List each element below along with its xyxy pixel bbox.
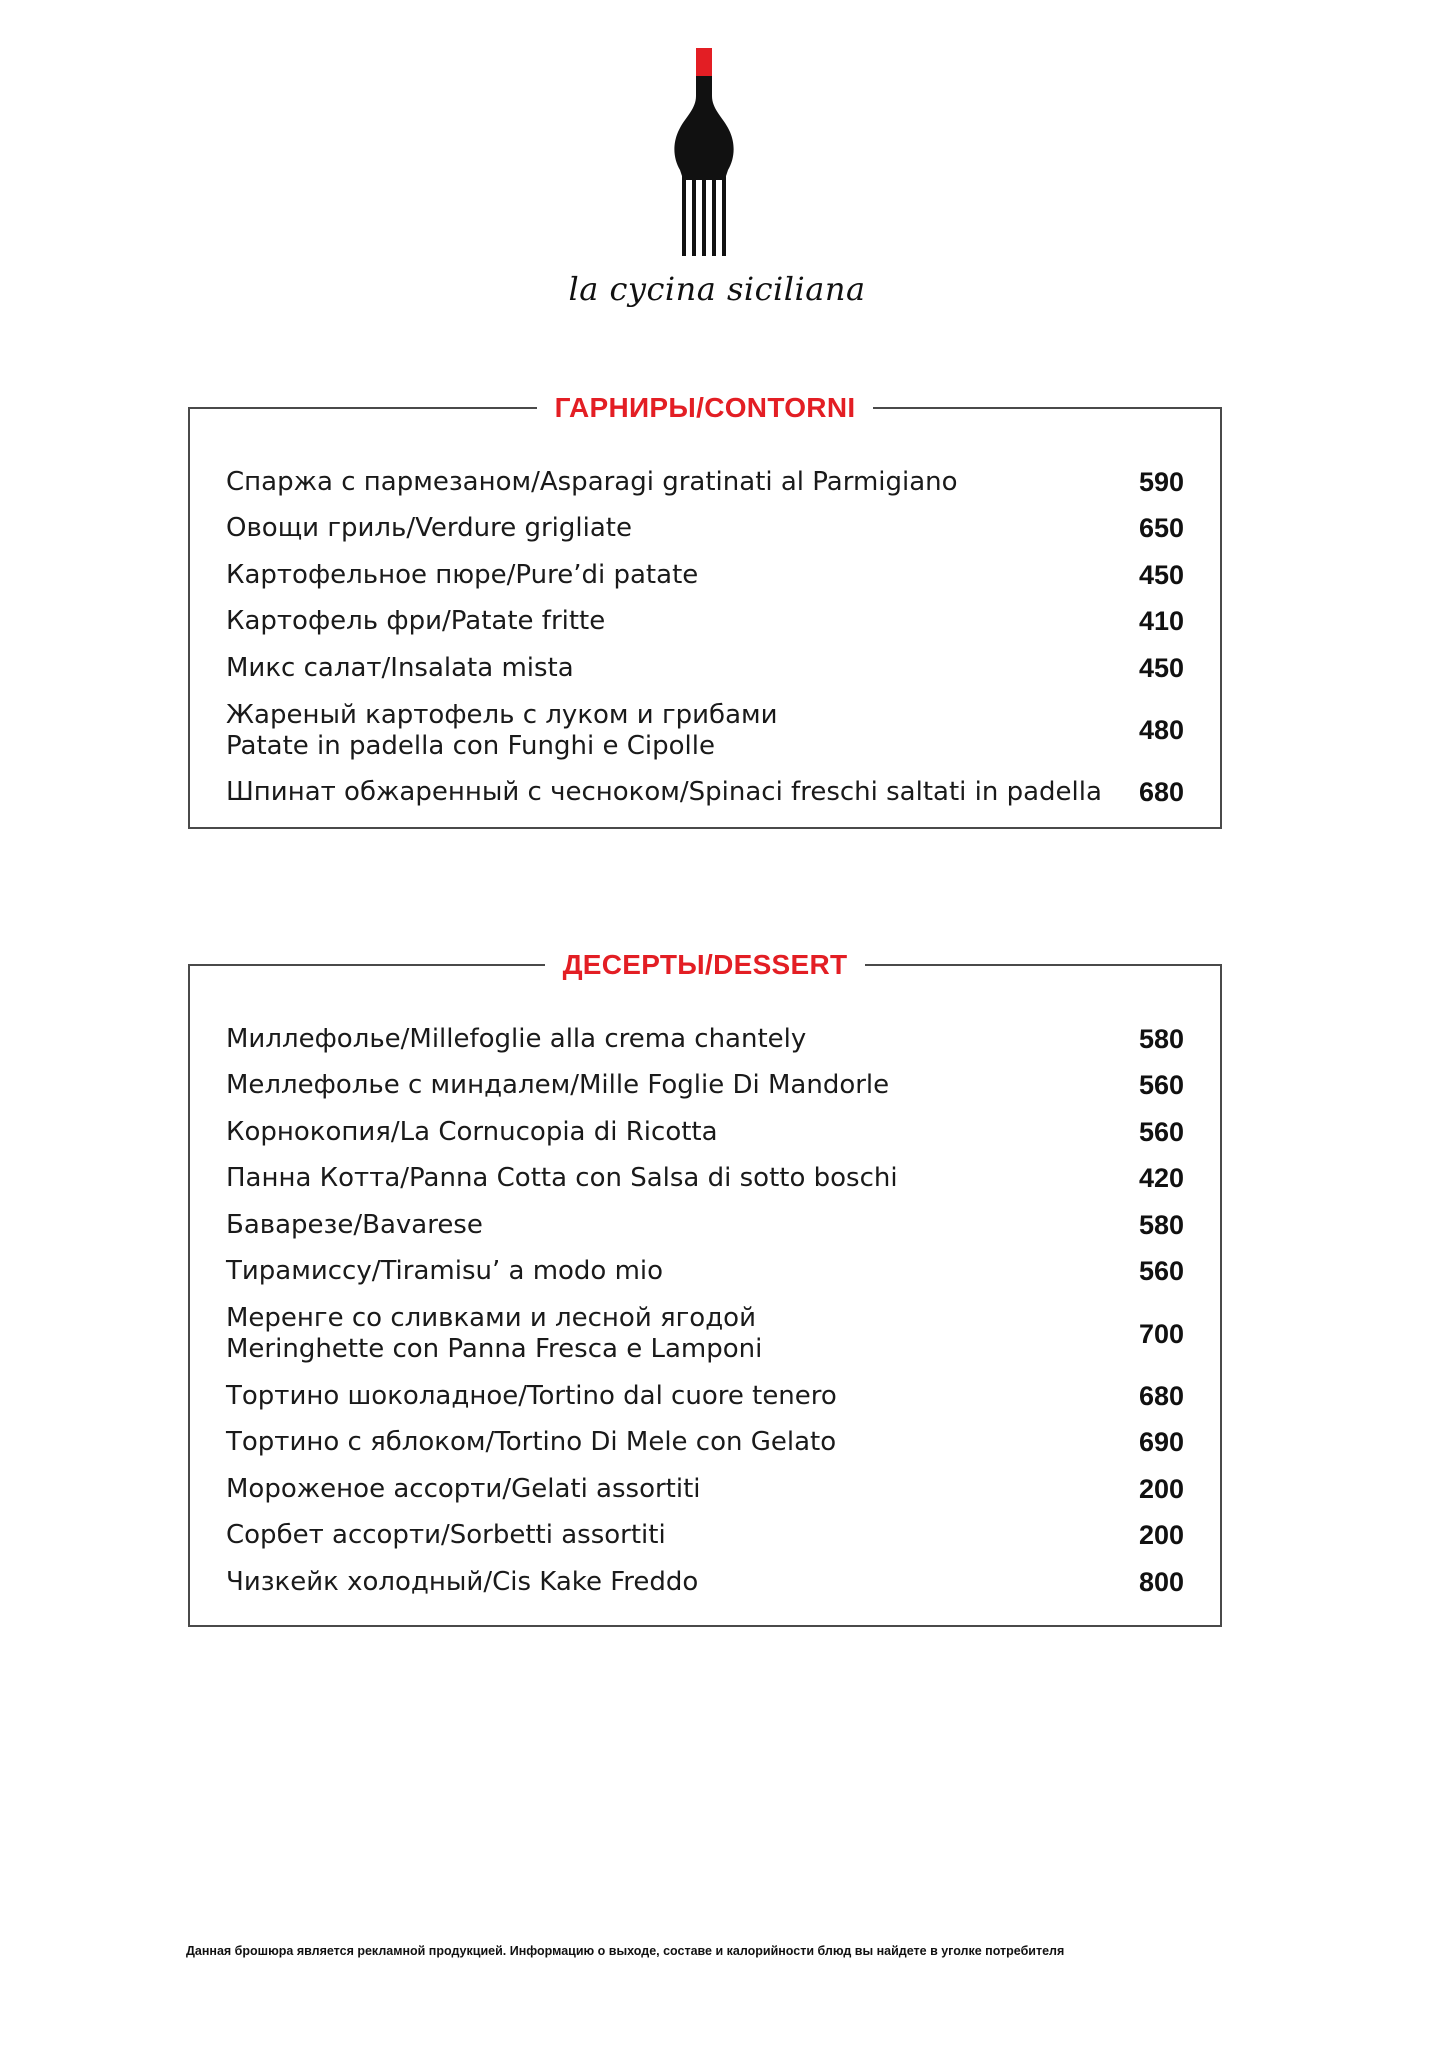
menu-item-price: 560 xyxy=(1138,1116,1184,1147)
menu-item-name-line: Тортино шоколадное/Tortino dal cuore tenero xyxy=(226,1380,837,1411)
menu-item xyxy=(226,1016,1184,1063)
logo-fork-shape xyxy=(674,76,733,256)
menu-item-name-line: Тортино с яблоком/Tortino Di Mele con Gelato xyxy=(226,1427,837,1458)
menu-item-name xyxy=(226,513,1124,544)
menu-item xyxy=(226,1063,1184,1110)
menu-item-price: 580 xyxy=(1138,1209,1184,1240)
menu-item-price: 800 xyxy=(1138,1566,1184,1597)
menu-item-name-line: Миллефолье/Millefoglie alla crema chantely xyxy=(226,1023,807,1054)
menu-item-price: 480 xyxy=(1138,715,1184,745)
menu-item-name xyxy=(226,1427,1124,1458)
menu-item-name-line: Спаржа с пармезаном/Asparagi gratinati al Parmigiano xyxy=(226,466,958,497)
menu-item-name xyxy=(226,1567,1124,1598)
menu-item-price: 410 xyxy=(1138,606,1184,637)
menu-item-price: 690 xyxy=(1138,1427,1184,1458)
menu-section-dessert xyxy=(188,949,1222,1627)
menu-item-name-line: Patate in padella con Funghi e Cipolle xyxy=(226,730,715,761)
menu-item-price: 650 xyxy=(1138,513,1184,544)
menu-item-name xyxy=(226,606,1124,637)
menu-item-price: 450 xyxy=(1138,559,1184,590)
menu-item xyxy=(226,459,1184,506)
menu-item xyxy=(226,692,1184,770)
menu-item-name xyxy=(226,1210,1124,1241)
menu-item-price: 680 xyxy=(1138,1380,1184,1411)
menu-item xyxy=(226,1559,1184,1606)
menu-item xyxy=(226,1202,1184,1249)
menu-item-name-line: Тирамиссу/Tiramisu’ a modo mio xyxy=(226,1256,664,1287)
menu-item-name-line: Чизкейк холодный/Cis Kake Freddo xyxy=(226,1566,699,1597)
menu-item-name-line: Панна Котта/Panna Cotta con Salsa di sotto boschi xyxy=(226,1163,898,1194)
menu-item xyxy=(226,552,1184,599)
menu-item-name xyxy=(226,777,1124,808)
menu-item xyxy=(226,506,1184,553)
menu-item-price: 420 xyxy=(1138,1163,1184,1194)
menu-item-name-line: Овощи гриль/Verdure grigliate xyxy=(226,513,632,544)
menu-item-name-line: Меренге со сливками и лесной ягодой xyxy=(226,1303,756,1333)
section-title: ДЕСЕРТЫ/DESSERT xyxy=(545,946,866,984)
menu-item-price: 590 xyxy=(1138,466,1184,497)
menu-item-name-line: Meringhette con Panna Fresca e Lamponi xyxy=(226,1334,763,1364)
menu-item-name xyxy=(226,1256,1124,1287)
menu-item-price: 200 xyxy=(1138,1520,1184,1551)
menu-item-list xyxy=(226,1016,1184,1606)
menu-item-name xyxy=(226,1381,1124,1412)
menu-item-name xyxy=(226,467,1124,498)
menu-item-name-line: Картофель фри/Patate fritte xyxy=(226,606,606,637)
menu-item xyxy=(226,599,1184,646)
menu-item xyxy=(226,1420,1184,1467)
restaurant-logo xyxy=(0,48,1434,328)
menu-item xyxy=(226,1373,1184,1420)
menu-item xyxy=(226,1295,1184,1373)
menu-item-name-line: Картофельное пюре/Pure’di patate xyxy=(226,559,699,590)
menu-item xyxy=(226,1156,1184,1203)
menu-item xyxy=(226,645,1184,692)
menu-item-price: 560 xyxy=(1138,1256,1184,1287)
menu-item-name xyxy=(226,1024,1124,1055)
menu-item-name xyxy=(226,560,1124,591)
menu-item-name xyxy=(226,1474,1124,1505)
menu-item-name xyxy=(226,700,1124,762)
menu-item-name-line: Меллефолье с миндалем/Mille Foglie Di Mandorle xyxy=(226,1070,890,1101)
menu-item-name xyxy=(226,1117,1124,1148)
menu-item xyxy=(226,1466,1184,1513)
menu-item-name-line: Микс салат/Insalata mista xyxy=(226,652,574,683)
menu-item-name xyxy=(226,1520,1124,1551)
menu-section-contorni xyxy=(188,392,1222,829)
footer-disclaimer: Данная брошюра является рекламной продукцией. Информацию о выходе, составе и калорийности блюд вы найдете в уголке потребителя xyxy=(186,1944,1065,1958)
menu-item-name xyxy=(226,653,1124,684)
menu-item-name xyxy=(226,1163,1124,1194)
menu-item-name xyxy=(226,1303,1124,1365)
restaurant-name: la cycina siciliana xyxy=(568,270,866,308)
menu-item-price: 450 xyxy=(1138,652,1184,683)
menu-item-name-line: Жареный картофель с луком и грибами xyxy=(226,699,778,730)
menu-item-price: 200 xyxy=(1138,1473,1184,1504)
menu-item-name-line: Мороженое ассорти/Gelati assortiti xyxy=(226,1473,701,1504)
fork-bottle-logo-icon xyxy=(654,48,754,268)
menu-item xyxy=(226,770,1184,817)
menu-item-price: 680 xyxy=(1138,777,1184,808)
menu-item-price: 580 xyxy=(1138,1023,1184,1054)
menu-item-price: 700 xyxy=(1138,1318,1184,1349)
menu-item-name-line: Баварезе/Bavarese xyxy=(226,1209,483,1240)
section-title: ГАРНИРЫ/CONTORNI xyxy=(537,389,874,427)
menu-item-name-line: Корнокопия/La Cornucopia di Ricotta xyxy=(226,1116,718,1147)
logo-cap-shape xyxy=(696,48,712,76)
menu-item-price: 560 xyxy=(1138,1070,1184,1101)
menu-item-name-line: Сорбет ассорти/Sorbetti assortiti xyxy=(226,1520,666,1551)
menu-item-name-line: Шпинат обжаренный с чесноком/Spinaci freschi saltati in padella xyxy=(226,777,1102,808)
menu-item-name xyxy=(226,1070,1124,1101)
menu-item xyxy=(226,1109,1184,1156)
menu-item xyxy=(226,1249,1184,1296)
menu-item-list xyxy=(226,459,1184,816)
menu-item xyxy=(226,1513,1184,1560)
